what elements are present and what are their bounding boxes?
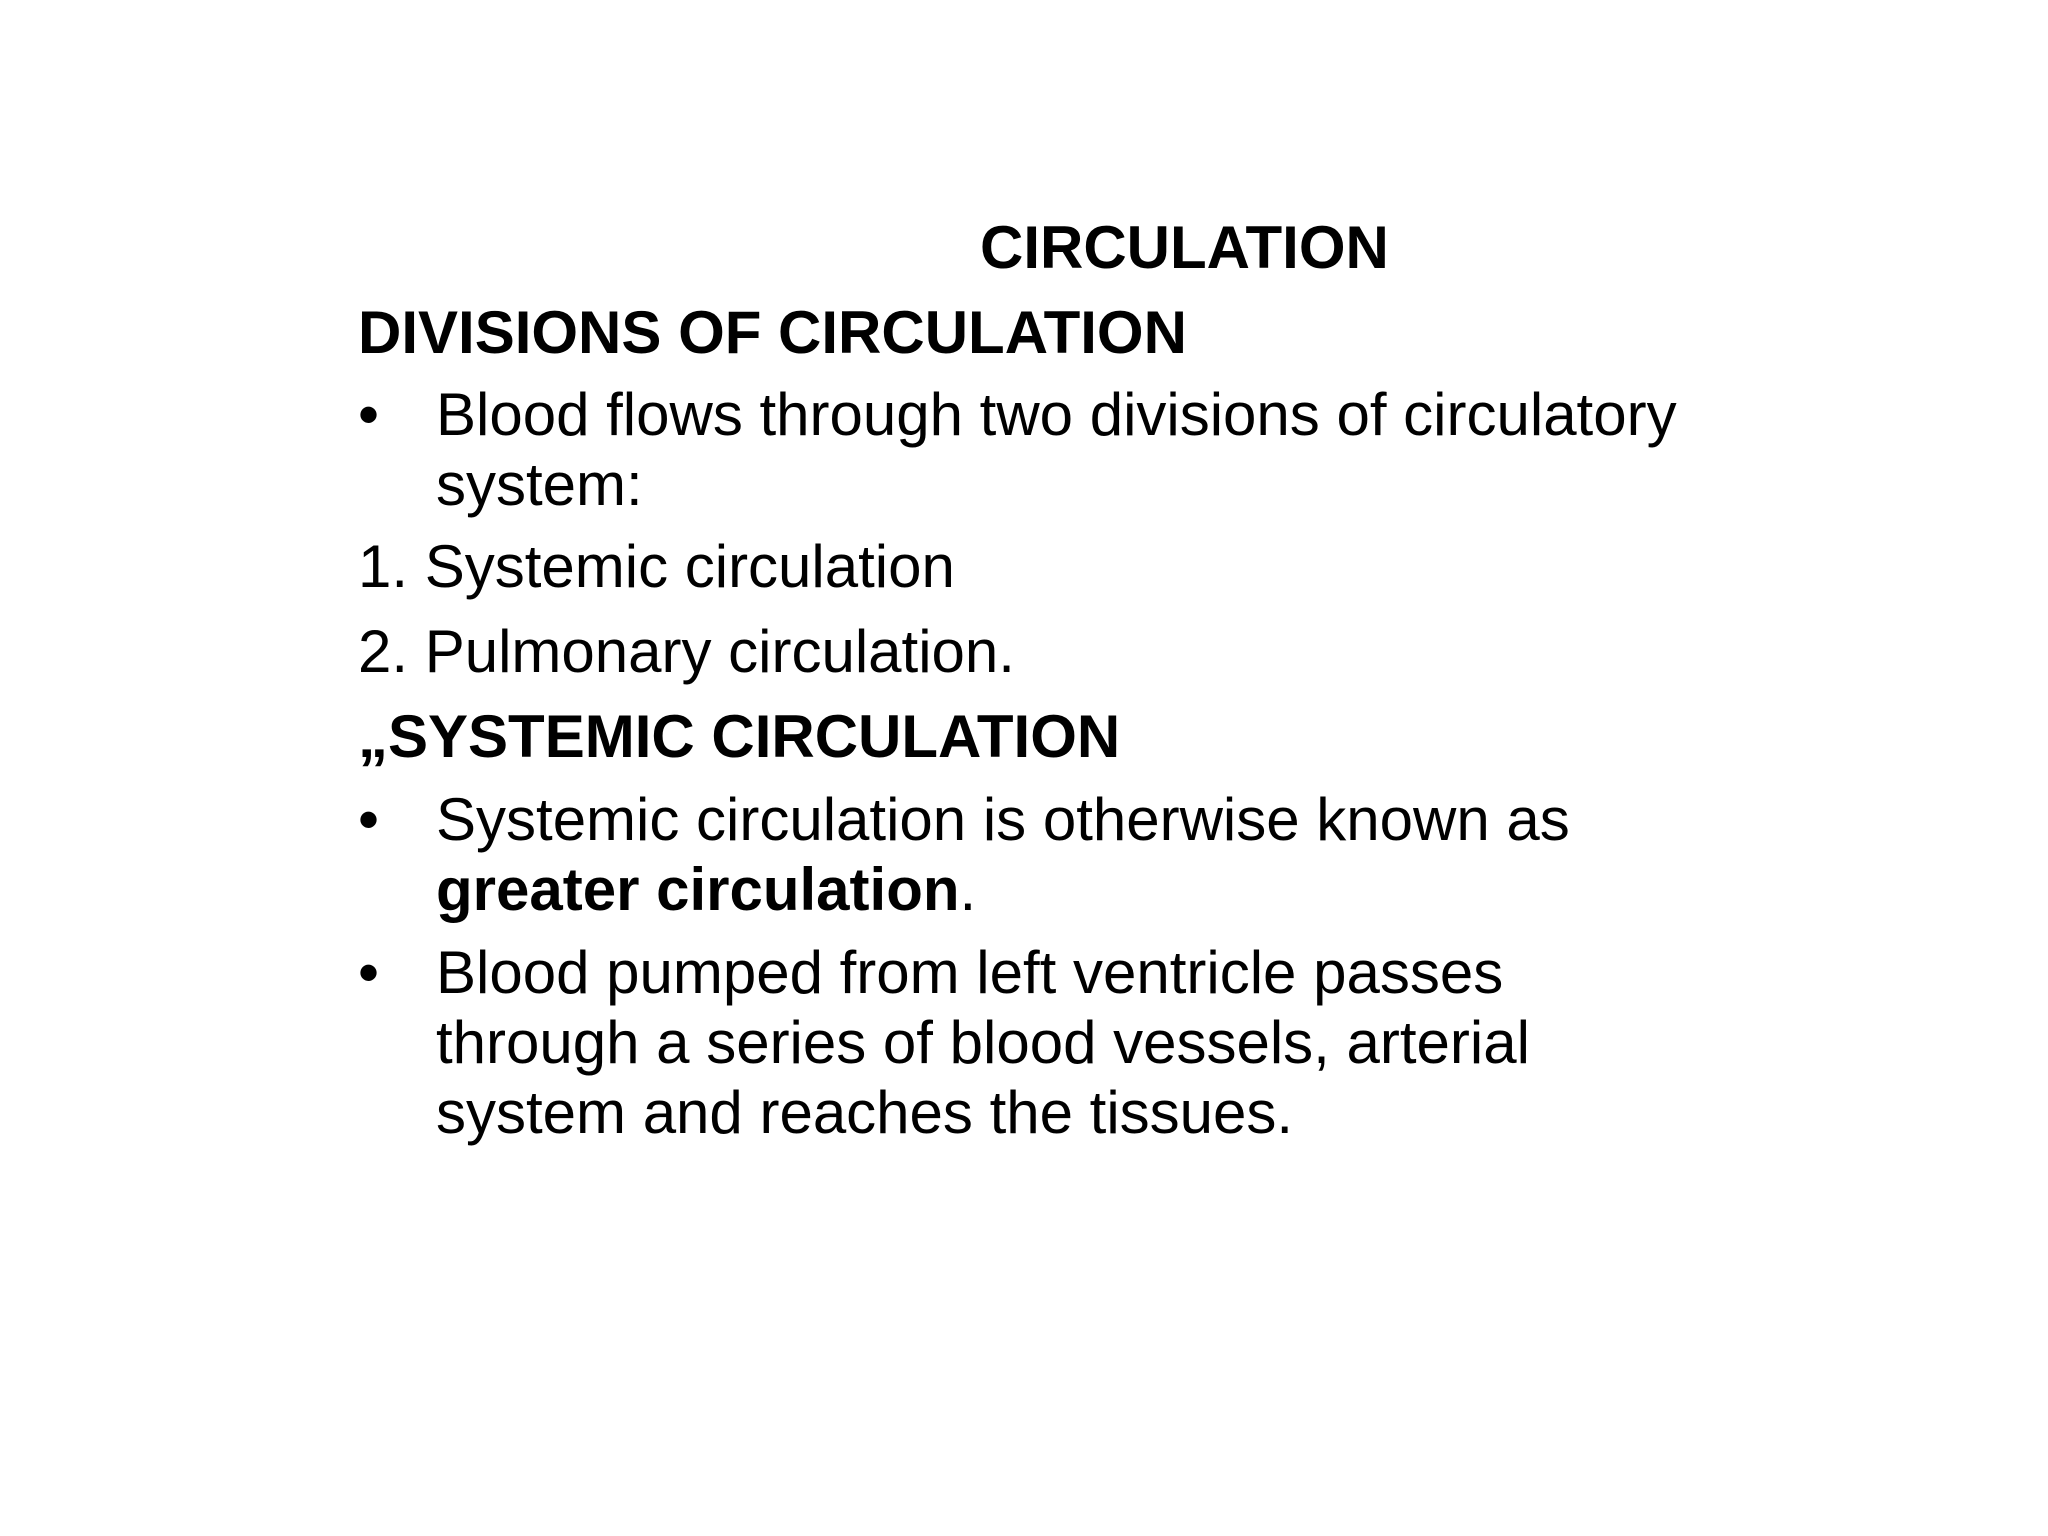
- section-heading-divisions: DIVISIONS OF CIRCULATION: [358, 299, 1187, 366]
- section-heading-systemic: „SYSTEMIC CIRCULATION: [358, 703, 1121, 770]
- bullet-two-divisions: [358, 380, 1698, 520]
- bullet-emphasis: greater circulation: [436, 856, 960, 923]
- bullet-text: Blood pumped from left ventricle passes through a series of blood vessels, arterial system and reaches the tissues.: [436, 939, 1530, 1146]
- list-item-systemic: 1. Systemic circulation: [358, 533, 955, 600]
- bullet-text-prefix: Systemic circulation is otherwise known as: [436, 786, 1570, 853]
- bullet-text: [436, 785, 1698, 925]
- bullet-icon: •: [358, 786, 380, 853]
- bullet-text-suffix: .: [959, 856, 977, 923]
- bullet-icon: •: [358, 939, 380, 1006]
- bullet-greater-circulation: [358, 785, 1698, 925]
- list-item-pulmonary: 2. Pulmonary circulation.: [358, 618, 1015, 685]
- bullet-left-ventricle: [358, 938, 1698, 1148]
- slide-content: [358, 298, 1698, 1148]
- slide-title: CIRCULATION: [980, 214, 1389, 281]
- bullet-text: Blood flows through two divisions of circulatory system:: [436, 381, 1677, 518]
- bullet-icon: •: [358, 381, 380, 448]
